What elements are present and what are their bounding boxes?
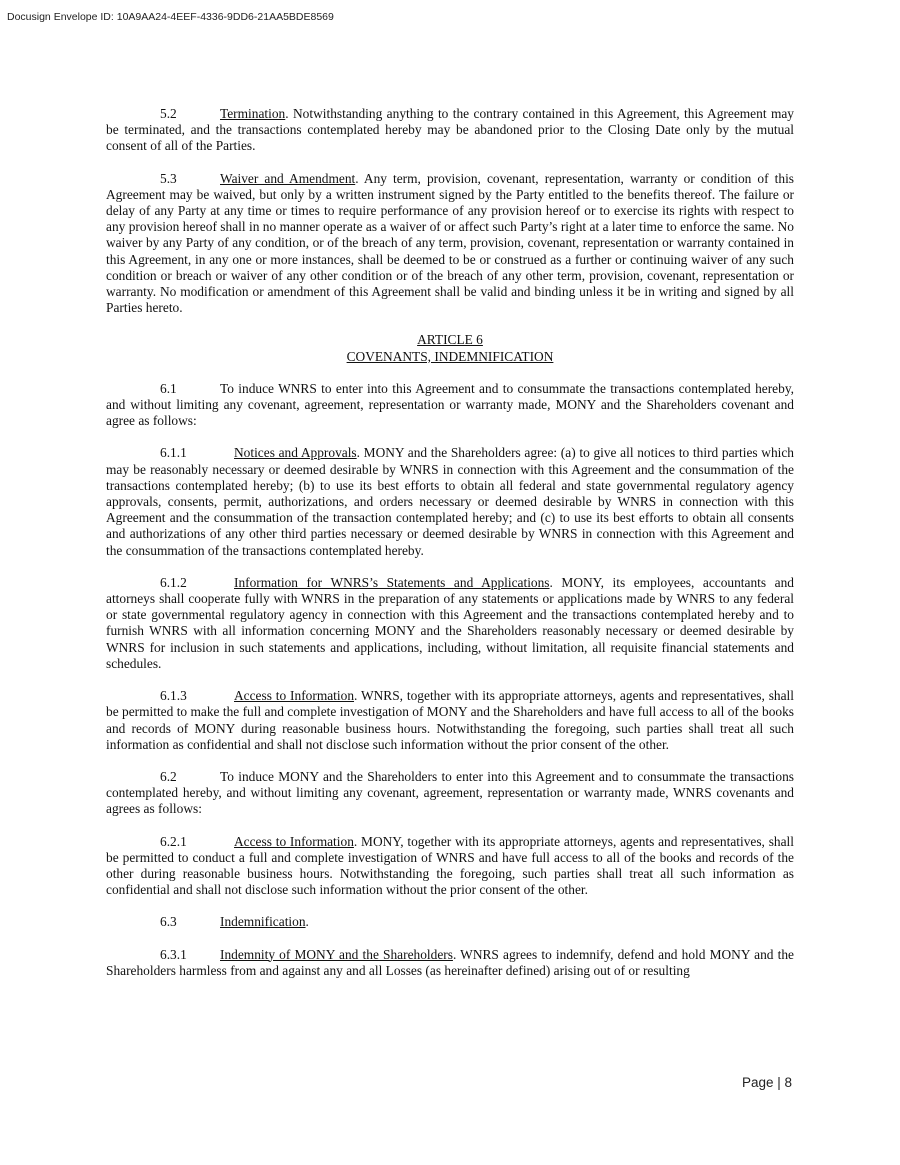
section-number: 6.1 bbox=[160, 380, 177, 396]
section-heading: Indemnification bbox=[220, 914, 306, 930]
section-number: 5.2 bbox=[160, 106, 177, 121]
section-5-2 bbox=[106, 106, 794, 155]
section-6-2 bbox=[106, 769, 794, 818]
section-6-2-1 bbox=[106, 834, 794, 899]
section-heading: Access to Information bbox=[234, 688, 355, 704]
section-text: To induce MONY and the Shareholders to enter into this Agreement and to consummate the transactions contemplated hereby, and without limiting any covenant, agreement, representation or warranty made, WNRS covenants and agrees as follows: bbox=[106, 768, 794, 817]
envelope-id: Docusign Envelope ID: 10A9AA24-4EEF-4336-9DD6-21AA5BDE8569 bbox=[7, 11, 334, 23]
section-6-3-1 bbox=[106, 947, 794, 979]
section-number: 6.1.2 bbox=[160, 574, 187, 590]
section-number: 6.3.1 bbox=[160, 946, 187, 962]
section-text: . WNRS, together with its appropriate attorneys, agents and representatives, shall be permitted to make the full and complete investigation of MONY and the Shareholders and have full access to all of the books and records of MONY during reasonable business hours. Notwithstanding the foregoing, such parties shall treat all such information as confidential and shall not disclose such information without the prior consent of the other. bbox=[106, 688, 794, 752]
article-title: COVENANTS, INDEMNIFICATION bbox=[346, 348, 554, 364]
section-text: . bbox=[305, 914, 309, 930]
section-text: . MONY, its employees, accountants and attorneys shall cooperate fully with WNRS in the preparation of any statements or applications made by WNRS to any federal or state governmental regulatory agency in connection with this Agreement and the transactions contemplated hereby and to furnish WNRS with all information concerning MONY and the Shareholders reasonably necessary or deemed desirable by WNRS for inclusion in such statements and applications, including, without limitation, all requisite financial statements and schedules. bbox=[106, 574, 794, 671]
section-text: . Notwithstanding anything to the contrary contained in this Agreement, this Agreement may be terminated, and the transactions contemplated hereby may be abandoned prior to the Closing Date only by the mutual consent of all of the Parties. bbox=[106, 106, 794, 154]
page-number: Page | 8 bbox=[741, 1075, 792, 1090]
section-number: 6.2 bbox=[160, 768, 177, 784]
article-heading bbox=[106, 332, 794, 364]
section-heading: Indemnity of MONY and the Shareholders bbox=[220, 946, 453, 962]
section-6-1-1 bbox=[106, 445, 794, 558]
section-6-1-2 bbox=[106, 575, 794, 672]
section-heading: Notices and Approvals bbox=[234, 445, 357, 461]
section-text: . MONY, together with its appropriate attorneys, agents and representatives, shall be permitted to conduct a full and complete investigation of WNRS and have full access to all of the books and records of the other during reasonable business hours. Notwithstanding the foregoing, such parties shall treat all such information as confidential and shall not disclose such information without the prior consent of the other. bbox=[106, 833, 794, 898]
section-heading: Information for WNRS’s Statements and Applications bbox=[234, 574, 550, 590]
section-text: To induce WNRS to enter into this Agreement and to consummate the transactions contemplated hereby, and without limiting any covenant, agreement, representation or warranty made, MONY and the Shareholders covenant and agree as follows: bbox=[106, 380, 794, 429]
section-heading: Access to Information bbox=[234, 833, 354, 849]
section-6-1 bbox=[106, 381, 794, 430]
section-number: 6.1.1 bbox=[160, 445, 187, 461]
article-number: ARTICLE 6 bbox=[417, 332, 483, 348]
section-text: . WNRS agrees to indemnify, defend and hold MONY and the Shareholders harmless from and against any and all Losses (as hereinafter defined) arising out of or resulting bbox=[106, 946, 794, 978]
section-number: 6.2.1 bbox=[160, 833, 187, 849]
section-number: 6.1.3 bbox=[160, 688, 187, 704]
section-number: 5.3 bbox=[160, 170, 177, 186]
section-heading: Termination bbox=[220, 106, 286, 121]
document-body bbox=[106, 106, 794, 995]
section-text: . MONY and the Shareholders agree: (a) to give all notices to third parties which may be reasonably necessary or deemed desirable by WNRS in connection with this Agreement and the consummation of the transactions contemplated hereby; (b) to use its best efforts to obtain all federal and state governmental regulatory agency approvals, consents, permit, authorizations, and orders necessary or deemed desirable by WNRS in connection with this Agreement and the consummation of the transaction contemplated hereby; and (c) to use its best efforts to obtain all consents and authorizations of any other third parties necessary or deemed desirable by WNRS in connection with this Agreement and the consummation of the transactions contemplated hereby. bbox=[106, 445, 795, 558]
section-text: . Any term, provision, covenant, representation, warranty or condition of this Agreement may be waived, but only by a written instrument signed by the Party entitled to the benefits thereof. The failure or delay of any Party at any time or times to require performance of any provision hereof or to exercise its rights with respect to any provision hereof shall in no manner operate as a waiver of or affect such Party’s right at a later time to enforce the same. No waiver by any Party of any condition, or of the breach of any term, provision, covenant, representation or warranty contained in this Agreement, in any one or more instances, shall be deemed to be or construed as a further or continuing waiver of any such condition or breach or waiver of any other condition or of the breach of any other term, provision, covenant, representation or warranty. No modification or amendment of this Agreement shall be valid and binding unless it be in writing and signed by all Parties hereto. bbox=[106, 170, 794, 316]
section-number: 6.3 bbox=[160, 914, 177, 930]
section-heading: Waiver and Amendment bbox=[220, 170, 356, 186]
section-6-3 bbox=[106, 914, 794, 930]
section-5-3 bbox=[106, 171, 794, 317]
section-6-1-3 bbox=[106, 688, 794, 753]
